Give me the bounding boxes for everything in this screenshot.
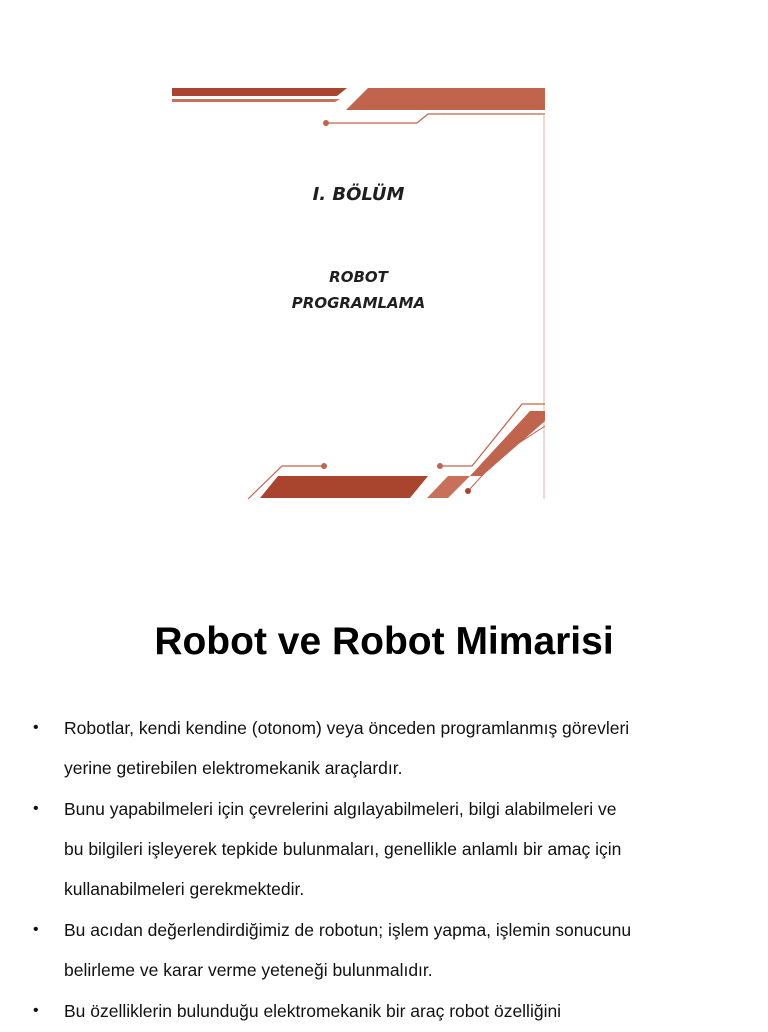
bullet-line: belirleme ve karar verme yeteneği bulunmalıdır.	[64, 960, 433, 980]
bullet-icon: •	[33, 800, 39, 817]
top-light-bar	[346, 88, 545, 110]
slide-title: Robot ve Robot Mimarisi	[154, 620, 614, 663]
top-dark-bar	[172, 88, 347, 96]
bottom-circuit-node-left	[321, 463, 327, 469]
bullet-item	[30, 789, 730, 909]
bottom-circuit-node-right	[437, 463, 443, 469]
topic-line-2: PROGRAMLAMA	[291, 294, 426, 312]
top-circuit-node	[323, 120, 329, 126]
bullet-icon: •	[33, 719, 39, 736]
bullet-icon: •	[33, 921, 39, 938]
bullet-line: Bu özelliklerin bulunduğu elektromekanik bir araç robot özelliğini	[64, 1001, 562, 1021]
bullet-line: Bunu yapabilmeleri için çevrelerini algılayabilmeleri, bilgi alabilmeleri ve	[64, 799, 617, 819]
bullet-line: bu bilgileri işleyerek tepkide bulunmaları, genellikle anlamlı bir amaç için	[64, 839, 622, 859]
top-circuit-line	[327, 114, 545, 123]
bullet-list	[30, 708, 730, 1032]
bottom-dark-bar	[260, 476, 428, 498]
bullet-item	[30, 991, 730, 1031]
bullet-item	[30, 910, 730, 990]
chapter-title: I. BÖLÜM	[312, 184, 405, 205]
book-cover-image	[172, 86, 545, 499]
top-thin-bar	[172, 99, 340, 102]
bullet-icon: •	[33, 1002, 39, 1019]
topic-title	[172, 264, 545, 316]
topic-line-1: ROBOT	[329, 268, 388, 286]
bottom-diagonal-line	[468, 426, 545, 491]
bullet-line: Bu acıdan değerlendirdiğimiz de robotun; işlem yapma, işlemin sonucunu	[64, 920, 632, 940]
bullet-item	[30, 708, 730, 788]
bottom-light-bar	[427, 476, 470, 498]
bullet-line: kullanabilmeleri gerekmektedir.	[64, 879, 305, 899]
bottom-circuit-node-low	[465, 488, 471, 494]
bullet-line: Robotlar, kendi kendine (otonom) veya önceden programlanmış görevleri	[64, 718, 630, 738]
bottom-diagonal-band	[470, 411, 545, 476]
bullet-line: yerine getirebilen elektromekanik araçlardır.	[64, 758, 403, 778]
